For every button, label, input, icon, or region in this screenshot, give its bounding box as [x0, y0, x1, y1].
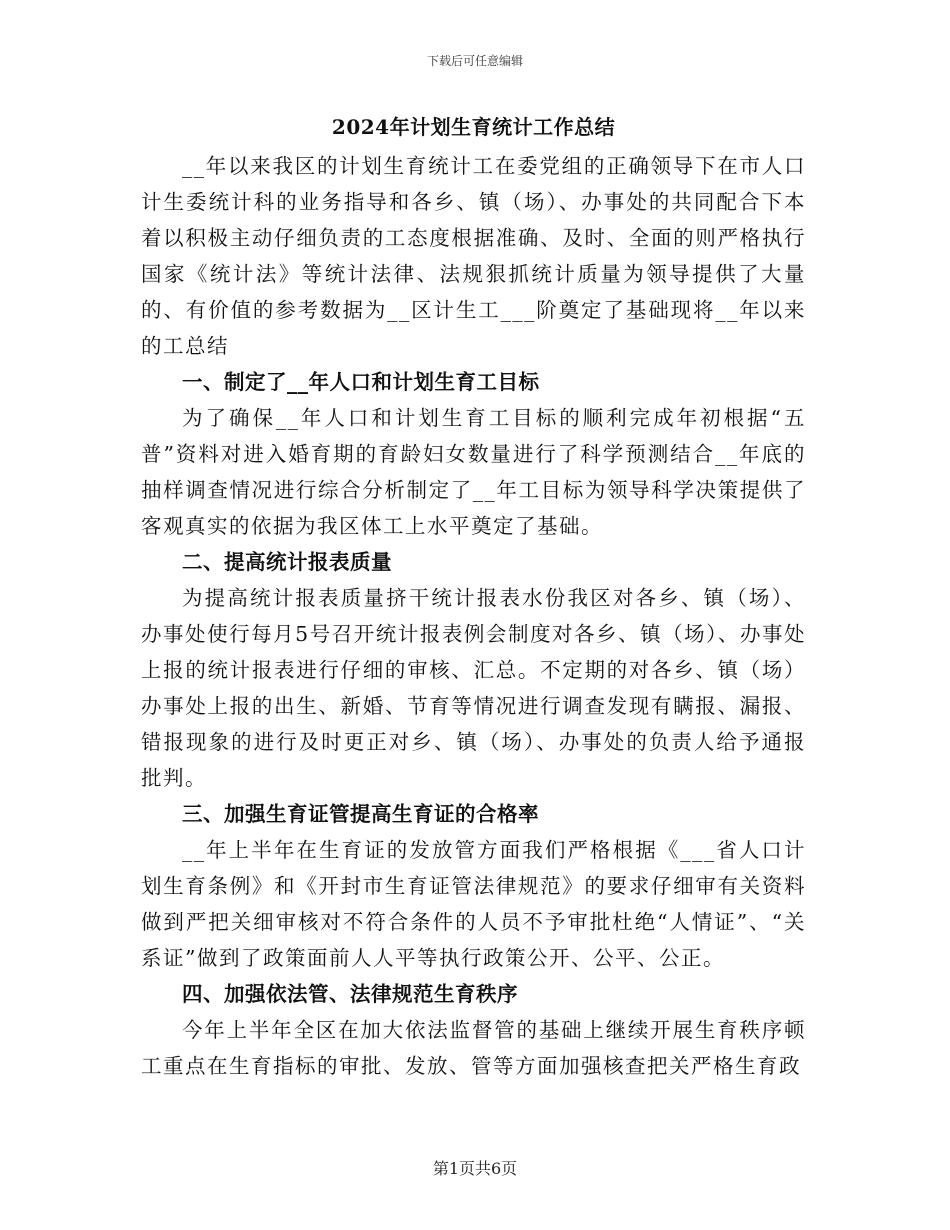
section-heading: 一、制定了__年人口和计划生育工目标	[182, 370, 540, 394]
section-1	[141, 364, 806, 544]
section-paragraph: 今年上半年全区在加大依法监督管的基础上继续开展生育秩序顿工重点在生育指标的审批、发放、管等方面加强核查把关严格生育政	[141, 1018, 806, 1078]
header-note: 下载后可任意编辑	[426, 54, 523, 68]
section-heading: 三、加强生育证管提高生育证的合格率	[182, 802, 539, 826]
intro-paragraph: __年以来我区的计划生育统计工在委党组的正确领导下在市人口计生委统计科的业务指导和各乡、镇（场）、办事处的共同配合下本着以积极主动仔细负责的工态度根据准确、及时、全面的则严格执行国家《统计法》等统计法律、法规狠抓统计质量为领导提供了大量的、有价值的参考数据为__区计生工___阶奠定了基础现将__年以来的工总结	[141, 154, 806, 358]
section-3	[141, 796, 806, 976]
section-4	[141, 976, 806, 1084]
document-body	[141, 110, 806, 1084]
section-heading: 二、提高统计报表质量	[182, 550, 392, 574]
section-paragraph: __年上半年在生育证的发放管方面我们严格根据《___省人口计划生育条例》和《开封市生育证管法律规范》的要求仔细审有关资料做到严把关细审核对不符合条件的人员不予审批杜绝“人情证”、“关系证”做到了政策面前人人平等执行政策公开、公平、公正。	[141, 838, 806, 970]
section-paragraph: 为了确保__年人口和计划生育工目标的顺利完成年初根据“五普”资料对进入婚育期的育龄妇女数量进行了科学预测结合__年底的抽样调查情况进行综合分析制定了__年工目标为领导科学决策提供了客观真实的依据为我区体工上水平奠定了基础。	[141, 406, 806, 538]
document-title: 2024年计划生育统计工作总结	[331, 115, 616, 139]
section-2	[141, 544, 806, 796]
section-paragraph: 为提高统计报表质量挤干统计报表水份我区对各乡、镇（场）、办事处使行每月5号召开统计报表例会制度对各乡、镇（场）、办事处上报的统计报表进行仔细的审核、汇总。不定期的对各乡、镇（场）办事处上报的出生、新婚、节育等情况进行调查发现有瞒报、漏报、错报现象的进行及时更正对乡、镇（场）、办事处的负责人给予通报批判。	[141, 586, 806, 790]
section-heading: 四、加强依法管、法律规范生育秩序	[182, 982, 518, 1006]
page-number: 第1页共6页	[432, 1159, 518, 1178]
